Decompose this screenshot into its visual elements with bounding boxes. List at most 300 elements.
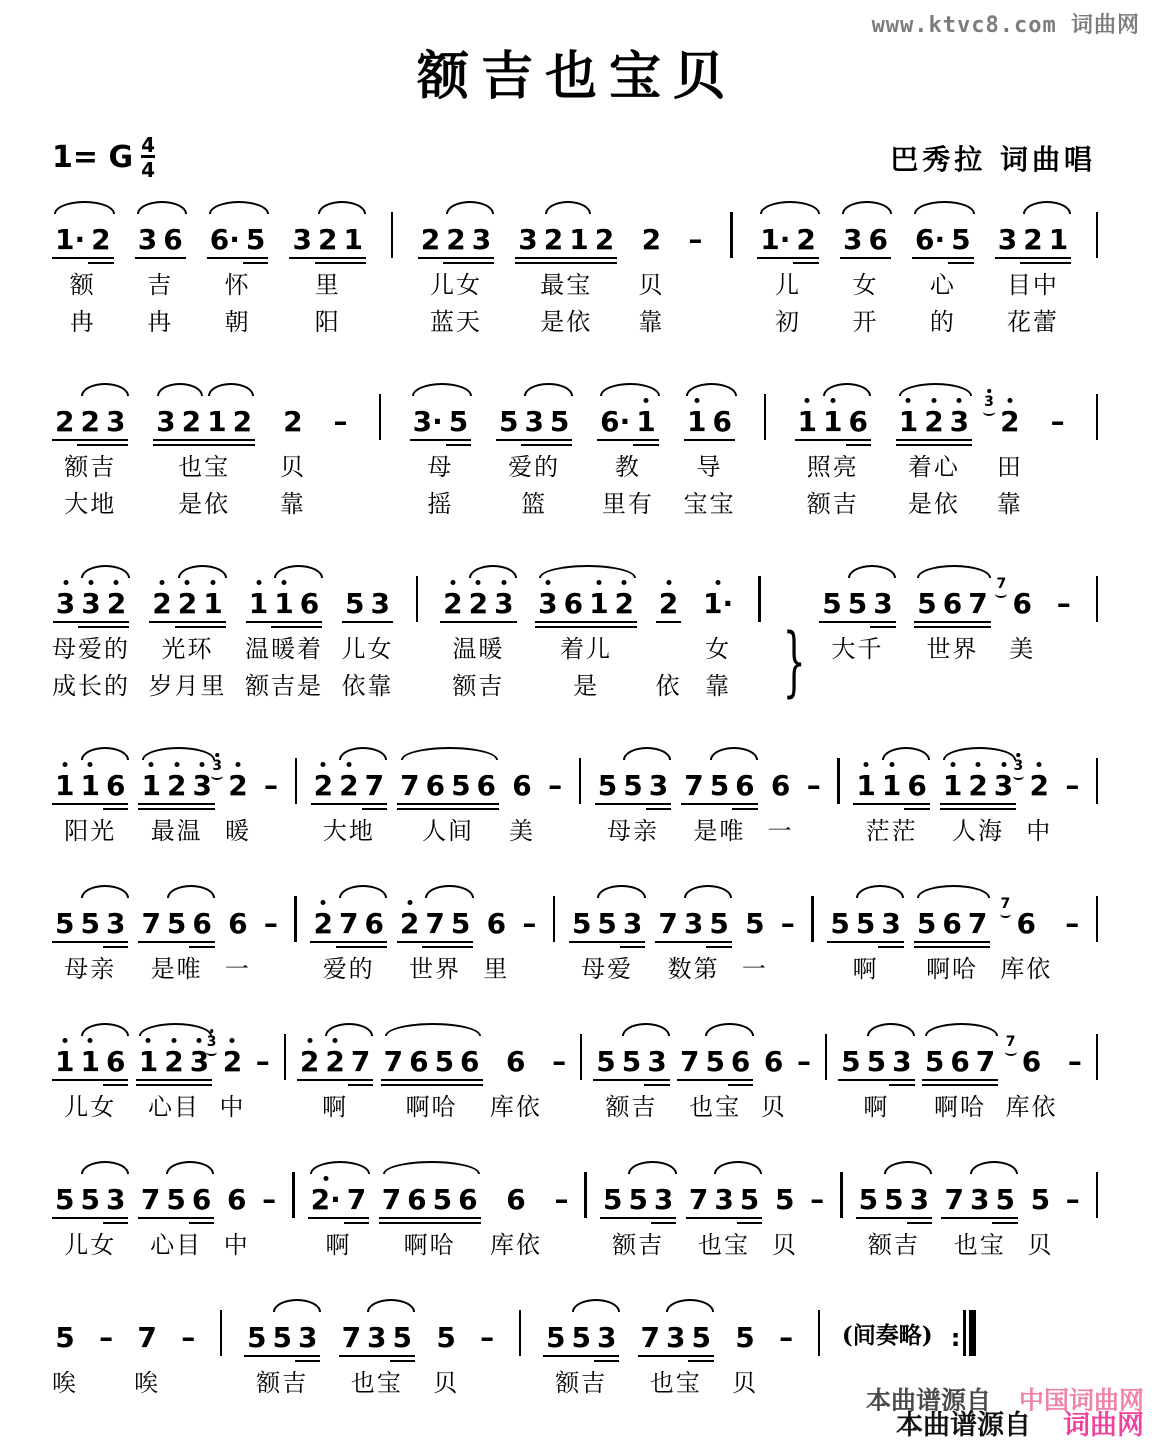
note [896,405,921,438]
slur-arc [367,1299,415,1312]
note-digit: 1 [1048,223,1069,256]
notes-row [827,882,903,952]
note [342,587,367,620]
note-digit: 2 [80,405,100,438]
system-7 [52,1158,1102,1265]
notes-row [912,198,974,268]
note-digit: 3 [873,587,893,620]
slur-arc [899,383,973,396]
beam-underline [846,444,871,447]
lyric-line [804,814,824,851]
slur-arc [385,1023,482,1036]
beam-underline [904,803,929,806]
note [568,1321,593,1354]
notes-row [52,882,128,952]
beam-underline [443,257,468,260]
lyric-line [808,952,818,989]
slur-arc [539,565,636,578]
note-digit: 3 [518,223,538,256]
beam-underline [457,1079,482,1082]
grace-tie [1005,1048,1017,1056]
beam-underline [965,803,990,806]
beam-underline [681,941,706,944]
lyric-line: 一 [767,817,794,845]
lyric-line [291,952,301,989]
beam-underline [1020,257,1045,260]
lyric-line [96,1366,116,1403]
lyric-line: 额吉是 [245,672,323,700]
notes-row [149,562,227,632]
note [644,1045,669,1078]
note [136,1045,161,1078]
note-digit: 2 [232,405,253,438]
note-digit: 6 [712,405,732,438]
note [149,587,174,620]
note [397,907,422,940]
note-cell [1065,1020,1085,1127]
notes-row [1092,380,1102,450]
note-cell [922,1020,998,1127]
note [881,1183,906,1216]
beam-underline [207,257,243,260]
octave-dot [643,398,648,403]
note [138,907,163,940]
lyric-line: 爱的 [322,955,375,983]
site-watermark: www.ktvc8.com 词曲网 [871,13,1140,38]
note [77,1183,102,1216]
beam-underline [270,1355,295,1358]
beam-underline [592,262,617,265]
dash-note [549,1045,569,1078]
note-cell [569,882,645,989]
beam-underline [342,621,367,624]
notes-row [804,744,824,814]
octave-dot [62,1038,67,1043]
beam-underline [965,626,990,629]
thin-barline [963,1310,966,1356]
beam-underline [995,257,1020,260]
note-digit: 3 [55,587,76,620]
barline-cell [387,198,397,342]
grace-note: 3 [207,1035,217,1049]
note [795,405,820,438]
note-digit: 2 [468,587,489,620]
lyric-line [549,1090,569,1127]
octave-dot [114,580,119,585]
note-cell [984,380,1023,524]
note-digit: 6 [512,769,532,802]
note-cell [742,882,768,989]
note-digit: 1 [636,405,656,438]
notes-row [515,1296,525,1366]
note-cell [308,1158,370,1265]
note-cell [914,882,990,989]
note [768,769,793,802]
note-cell [853,744,929,851]
beam-underline [103,1084,128,1087]
barline-cell [581,1158,591,1265]
note-digit: 3 [892,1045,912,1078]
beam-underline [77,439,102,442]
beam-underline [52,1217,77,1220]
note [77,769,102,802]
notes-row [52,198,114,268]
note-digit: 6· [600,405,631,438]
beam-underline [912,257,948,260]
notes-row [768,744,794,814]
note-cell [52,380,128,524]
beam-underline [496,439,521,442]
beam-underline [404,1217,429,1220]
beam-underline [469,262,494,265]
slur-arc [943,747,1017,760]
beam-underline [688,1360,713,1363]
lyric-line: 数第 [667,955,720,983]
note [340,223,365,256]
barline-cell [834,744,844,851]
lyric-line: 大地 [322,817,375,845]
grace-octave-dot [987,389,991,393]
note-cell [638,1296,714,1403]
notes-row [941,1158,1017,1228]
grace-octave-dot [215,753,219,757]
beam-underline [795,439,820,442]
beam-underline [625,1217,650,1220]
note [702,1045,727,1078]
octave-dot [716,580,721,585]
lyric-line [1092,268,1102,305]
lyric-line: 暖 [224,817,251,845]
note-cell [515,198,617,342]
notes-row [638,1296,714,1366]
note [397,769,422,802]
beam-underline [612,626,637,629]
lyric-line: 母亲 [64,955,117,983]
note-digit: 5 [924,1045,945,1078]
notes-row [1054,562,1074,632]
note [406,1045,431,1078]
beam-underline [77,803,102,806]
note-cell [1048,380,1068,524]
note-cell [795,380,871,524]
notes-row [1092,744,1102,814]
key-prefix: 1= G [52,140,134,175]
beam-underline [728,1079,753,1082]
note [845,587,870,620]
lyric-line [837,1228,847,1265]
note-cell [136,1020,212,1127]
note-digit: 1 [569,223,589,256]
note [103,1183,128,1216]
note [246,587,271,620]
octave-dot [805,398,810,403]
note [547,405,572,438]
dash-note [804,769,824,802]
note-digit: 7 [137,1321,157,1354]
note-digit: 5 [884,1183,904,1216]
note-digit: 5 [245,223,266,256]
beam-underline [921,439,946,442]
note-digit: 7 [968,587,988,620]
slur-arc [81,1023,129,1036]
beam-underline [289,257,314,260]
note-digit: – [263,907,278,940]
note [965,587,990,620]
beam-underline [819,621,844,624]
beam-underline [566,257,591,260]
lyric-line: 导 [696,453,723,481]
lyric-line: 是唯 [150,955,203,983]
beam-underline [688,1355,713,1358]
notes-row [52,562,130,632]
beam-underline [315,257,340,260]
slur-arc [628,1161,676,1174]
system-2 [52,380,1102,524]
footer [866,1387,1144,1441]
lyric-line: 儿女 [64,1093,117,1121]
notes-row [496,380,572,450]
note-digit: 3 [105,907,126,940]
lyric-line: 篮 [521,490,548,518]
note [52,1045,77,1078]
beam-underline [620,941,645,944]
note [52,405,77,438]
barline [818,1310,821,1356]
dash-note [259,1183,279,1216]
note [732,769,757,802]
note-digit: 6 [299,587,320,620]
dash-note [477,1321,497,1354]
barline-cell [216,1296,226,1403]
octave-dot [149,762,154,767]
note [410,405,446,438]
note [594,907,619,940]
lyric-line: 里 [314,271,341,299]
notes-row [418,198,494,268]
note-digit: 2 [924,405,944,438]
lyric-line: 初 [775,308,802,336]
beam-underline [940,808,965,811]
beam-underline [77,1217,102,1220]
lyric-line: 库依 [490,1231,543,1259]
note-cell [483,882,509,989]
octave-dot [333,1038,338,1043]
slur-arc [325,1023,373,1036]
notes-row [1092,882,1102,952]
lyric-line: 靠 [638,308,665,336]
slur-arc [139,1023,213,1036]
lyric-line: 心 [929,271,956,299]
beam-underline [732,803,757,806]
lyric-line [1062,814,1082,851]
beam-underline [297,621,322,624]
note [706,907,731,940]
lyric-line [1092,814,1102,851]
note [88,223,113,256]
beam-underline [907,1222,932,1225]
beam-underline [189,803,214,806]
notes-row [280,1020,290,1090]
grace-note: 3 [984,395,994,409]
lyric-line [656,632,682,669]
note [322,1045,347,1078]
note [53,587,78,620]
note [592,223,617,256]
notes-row [1063,1158,1083,1228]
note-digit: 1 [203,587,223,620]
note-digit: 5 [80,1183,100,1216]
note [561,587,586,620]
lyric-line: 最温 [150,817,203,845]
beam-underline [878,946,903,949]
note [344,1183,369,1216]
notes-row [259,1158,279,1228]
note-digit: 2 [91,223,111,256]
note-digit: 1 [343,223,363,256]
note [348,1045,373,1078]
barline-cell [837,1158,847,1265]
note-cell [996,562,1036,706]
beam-underline [991,803,1016,806]
note-digit: 3 [665,1321,686,1354]
note-cell [1054,562,1074,706]
grace-note: 7 [1001,897,1011,911]
note [297,1045,322,1078]
note-digit: 5 [628,1183,648,1216]
note-cell [206,1020,246,1127]
note [491,587,516,620]
beam-underline [322,1079,347,1082]
beam-underline [200,621,225,624]
note-digit: 7 [383,1045,404,1078]
note-digit: 6 [770,769,791,802]
note-digit: 5 [549,405,570,438]
note-digit: 5 [866,1045,887,1078]
lyric-line [685,305,705,342]
notes-row [772,1158,798,1228]
note-digit: 5 [55,907,75,940]
lyric-line: 人间 [422,817,475,845]
lyric-line: 美 [1009,635,1036,663]
note-digit: 3 [81,587,101,620]
note-cell [310,882,386,989]
lyric-line: 贝 [1027,1231,1054,1259]
octave-dot [62,762,67,767]
beam-underline [853,803,878,806]
lyric-line [387,268,397,305]
slur-arc [710,747,758,760]
note-digit: 6 [1016,907,1037,940]
notes-row [339,1296,415,1366]
lyric-line [581,1228,591,1265]
beam-underline [53,621,78,624]
beam-underline [620,803,645,806]
note [77,907,102,940]
beam-underline [164,808,189,811]
slur-arc [1023,201,1071,214]
notes-row [397,882,473,952]
note-cell [52,1020,128,1127]
note-digit: 5 [774,1183,795,1216]
barline [825,1034,828,1080]
notes-row [483,882,509,952]
note-digit: – [806,769,821,802]
grace-note: 7 [1006,1035,1016,1049]
beam-underline [311,803,336,806]
note [914,587,939,620]
notes-row [896,380,972,450]
beam-underline [491,621,516,624]
notes-row [308,1158,370,1228]
note [423,769,448,802]
notes-row [1062,744,1082,814]
notes-row [289,198,365,268]
beam-underline [153,439,178,442]
notes-row [381,1020,483,1090]
lyric-line: 啊哈 [926,955,979,983]
beam-underline [423,803,448,806]
note [225,907,250,940]
note-digit: – [262,1183,277,1216]
beam-underline [448,808,473,811]
note-digit: – [255,1045,270,1078]
note [889,1045,914,1078]
notes-row [261,744,281,814]
notes-row [595,744,671,814]
note-digit: 5 [705,1045,725,1078]
note [594,1321,619,1354]
note [684,405,709,438]
note-digit: 6 [105,1045,126,1078]
lyric-line: 啊哈 [934,1093,987,1121]
note-digit: – [810,1183,825,1216]
dash-note [807,1183,827,1216]
lyric-line: 教 [614,453,641,481]
beam-underline [992,1222,1017,1225]
beam-underline [187,1079,212,1082]
note [1028,1183,1053,1216]
note [448,907,473,940]
slur-arc [142,747,216,760]
beam-underline [397,941,422,944]
lyric-line [760,450,770,487]
note-digit: 5 [498,405,519,438]
beam-underline [965,808,990,811]
notes-row [52,1158,128,1228]
notes-row [477,1296,497,1366]
notes-row [683,380,735,450]
dash-note [778,907,798,940]
note-digit: 6 [486,907,507,940]
octave-dot [1037,762,1042,767]
octave-dot [950,762,955,767]
note-cell [896,380,972,524]
beam-underline [390,1355,415,1358]
octave-dot [88,1038,93,1043]
notes-row [212,744,251,814]
lyric-line: 世界 [926,635,979,663]
note-digit: 3 [105,1183,126,1216]
beam-underline [246,621,271,624]
slur-arc [867,1023,915,1036]
note [381,1045,406,1078]
beam-underline [297,626,322,629]
barline [391,212,394,258]
notes-row [1092,562,1102,632]
slur-arc [714,1161,762,1174]
note-cell [280,380,306,524]
lyric-line: 靠 [996,490,1023,518]
